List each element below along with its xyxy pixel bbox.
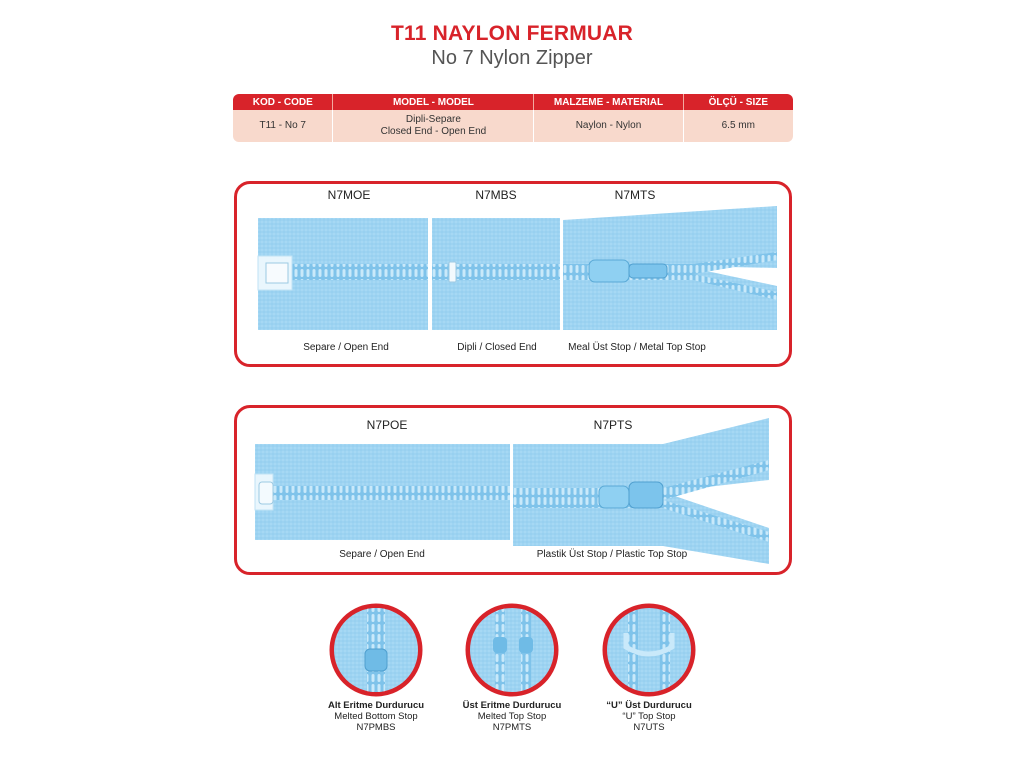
label-n7poe: N7POE [366, 418, 408, 432]
cell-size: 6.5 mm [721, 120, 755, 131]
metal-parts-panel [234, 181, 792, 367]
header-model: MODEL - MODEL [333, 94, 534, 110]
stop-caption-1 [301, 700, 451, 733]
stop-1-subtitle: Melted Bottom Stop [334, 711, 418, 722]
page-title: T11 NAYLON FERMUAR [390, 22, 634, 45]
spec-table [233, 94, 793, 142]
cell-model-line2: Closed End - Open End [380, 126, 487, 137]
page-subtitle: No 7 Nylon Zipper [431, 47, 593, 69]
caption-plastic-top-stop: Plastik Üst Stop / Plastic Top Stop [536, 549, 688, 560]
melted-top-stop-image [465, 603, 559, 697]
stop-2-code: N7PMTS [492, 722, 532, 733]
cell-model-line1: Dipli-Separe [405, 114, 461, 125]
stop-3-subtitle: “U” Top Stop [622, 711, 676, 722]
cell-code: T11 - No 7 [233, 110, 333, 142]
caption-closed-end: Dipli / Closed End [457, 342, 537, 353]
zipper-plastic-top-stop-image [513, 416, 773, 564]
caption-open-end: Separe / Open End [303, 342, 389, 353]
zipper-metal-top-stop-image [563, 204, 777, 332]
stop-2-subtitle: Melted Top Stop [477, 711, 547, 722]
header-code: KOD - CODE [233, 94, 333, 110]
stop-1-title: Alt Eritme Durdurucu [327, 700, 425, 711]
label-n7pts: N7PTS [593, 418, 633, 432]
label-n7moe: N7MOE [327, 188, 371, 202]
caption-metal-top-stop: Meal Üst Stop / Metal Top Stop [568, 342, 706, 353]
stop-3-code: N7UTS [633, 722, 665, 733]
plastic-parts-panel [234, 405, 792, 575]
cell-material: Naylon - Nylon [534, 110, 683, 142]
u-top-stop-image [602, 603, 696, 697]
stop-1-code: N7PMBS [356, 722, 396, 733]
spec-table-header [233, 94, 793, 110]
header-material: MALZEME - MATERIAL [534, 94, 683, 110]
zipper-closed-end-image [432, 218, 560, 330]
caption-plastic-open-end: Separe / Open End [339, 549, 425, 560]
stop-3-title: “U” Üst Durdurucu [606, 700, 692, 711]
spec-table-row [233, 110, 793, 142]
zipper-plastic-open-end-image [255, 444, 510, 540]
header-size: ÖLÇÜ - SIZE [708, 96, 769, 108]
stop-caption-3 [574, 700, 724, 733]
stop-caption-2 [437, 700, 587, 733]
stop-2-title: Üst Eritme Durdurucu [462, 700, 562, 711]
melted-bottom-stop-image [329, 603, 423, 697]
cell-model [333, 110, 534, 142]
zipper-open-end-image [258, 218, 428, 330]
label-n7mts: N7MTS [614, 188, 656, 202]
label-n7mbs: N7MBS [475, 188, 517, 202]
